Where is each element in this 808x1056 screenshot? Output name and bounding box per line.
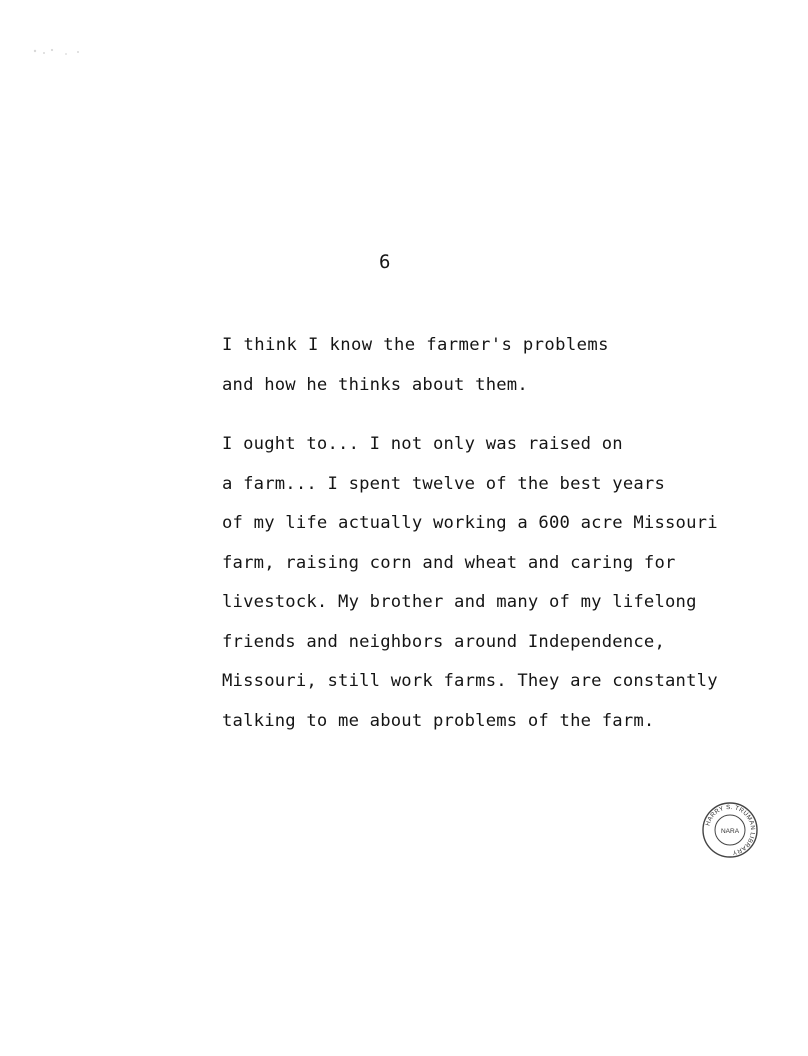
faint-mark <box>30 42 110 62</box>
text-line: talking to me about problems of the farm. <box>222 710 655 731</box>
paragraph-1 <box>222 326 609 405</box>
text-line: livestock. My brother and many of my lifelong <box>222 592 697 612</box>
text-line: a farm... I spent twelve of the best years <box>222 473 666 494</box>
paragraph-2 <box>222 425 718 741</box>
text-line: friends and neighbors around Independence, <box>222 631 666 652</box>
text-line: I ought to... I not only was raised on <box>222 434 623 454</box>
text-line: I think I know the farmer's problems <box>222 335 609 355</box>
text-line: of my life actually working a 600 acre Missouri <box>222 513 718 533</box>
library-stamp-icon <box>700 800 760 860</box>
svg-text:NARA: NARA <box>720 828 740 835</box>
text-line: farm, raising corn and wheat and caring for <box>222 552 676 573</box>
svg-text:HARRY S. TRUMAN LIBRARY: HARRY S. TRUMAN LIBRARY <box>704 803 757 856</box>
text-line: and how he thinks about them. <box>222 374 528 395</box>
page-number: 6 <box>379 251 391 273</box>
text-line: Missouri, still work farms. They are constantly <box>222 671 718 691</box>
